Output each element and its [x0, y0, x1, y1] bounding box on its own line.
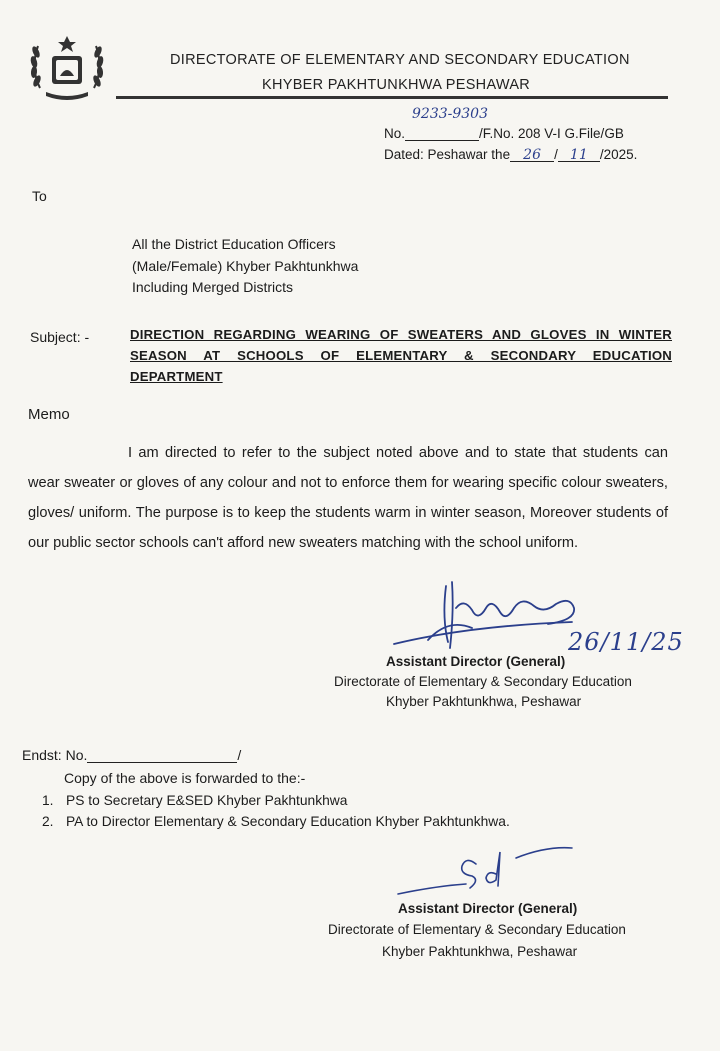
dated-label: Dated: Peshawar the — [384, 147, 511, 162]
signatory-title: Assistant Director (General) — [386, 654, 566, 669]
address-line: All the District Education Officers — [132, 236, 336, 252]
memo-label: Memo — [28, 406, 70, 423]
address-line: Including Merged Districts — [132, 279, 294, 295]
subject-label: Subject: - — [30, 329, 90, 345]
signatory-organization: Directorate of Elementary & Secondary Education — [334, 674, 632, 689]
header-title: DIRECTORATE OF ELEMENTARY AND SECONDARY EDUCATION — [170, 52, 630, 68]
signatory-organization: Directorate of Elementary & Secondary Education — [328, 922, 626, 937]
list-item: 1. PS to Secretary E&SED Khyber Pakhtunkhwa — [42, 793, 348, 808]
signature-scrawl-icon — [388, 578, 588, 658]
header-divider — [116, 96, 668, 99]
list-item: 2. PA to Director Elementary & Secondary Education Khyber Pakhtunkhwa. — [42, 814, 510, 829]
signatory-title: Assistant Director (General) — [398, 901, 578, 916]
dated-month: 11 — [558, 147, 600, 162]
signature-handwritten-date: 26/11/25 — [568, 628, 684, 656]
government-emblem-icon — [26, 28, 108, 104]
signatory-place: Khyber Pakhtunkhwa, Peshawar — [382, 944, 578, 959]
reference-no-label: No. — [384, 126, 406, 141]
dated-day: 26 — [510, 147, 554, 162]
file-number: /F.No. 208 V-I G.File/GB — [479, 126, 624, 141]
svg-text:Sd: Sd — [396, 825, 416, 842]
memo-body: I am directed to refer to the subject noted above and to state that students can wear sweater or gloves of any colour and not to enforce them for wearing specific colour sweaters, gloves/ uniform. The purpose is to keep the students warm in winter season, Moreover students of our public sector schools can't afford new sweaters matching with the school uniform. — [28, 445, 668, 551]
endorsement-label: Endst: No. — [22, 747, 88, 763]
dated-year: /2025. — [599, 147, 638, 162]
address-line: (Male/Female) Khyber Pakhtunkhwa — [132, 257, 359, 274]
signatory-place: Khyber Pakhtunkhwa, Peshawar — [386, 694, 582, 709]
copy-forward-line: Copy of the above is forwarded to the:- — [64, 770, 306, 786]
dated-line: Dated: Peshawar the 26 / 11 /2025. — [384, 147, 638, 163]
reference-line — [384, 126, 624, 141]
copy-recipient-list — [42, 790, 510, 832]
endorsement-blank — [87, 748, 237, 763]
to-label: To — [32, 188, 47, 204]
reference-number-handwritten: 9233-9303 — [412, 106, 488, 122]
reference-no-blank — [405, 126, 479, 141]
header-subtitle: KHYBER PAKHTUNKHWA PESHAWAR — [262, 77, 531, 93]
endorsement-slash: / — [237, 747, 242, 763]
signature-sd-icon — [396, 825, 586, 898]
subject-text: DIRECTION REGARDING WEARING OF SWEATERS AND GLOVES IN WINTER SEASON AT SCHOOLS OF ELEMENTARY & SECONDARY EDUCATION DEPARTMENT — [130, 327, 672, 384]
endorsement-line — [22, 747, 241, 763]
recipient-address — [132, 234, 358, 299]
